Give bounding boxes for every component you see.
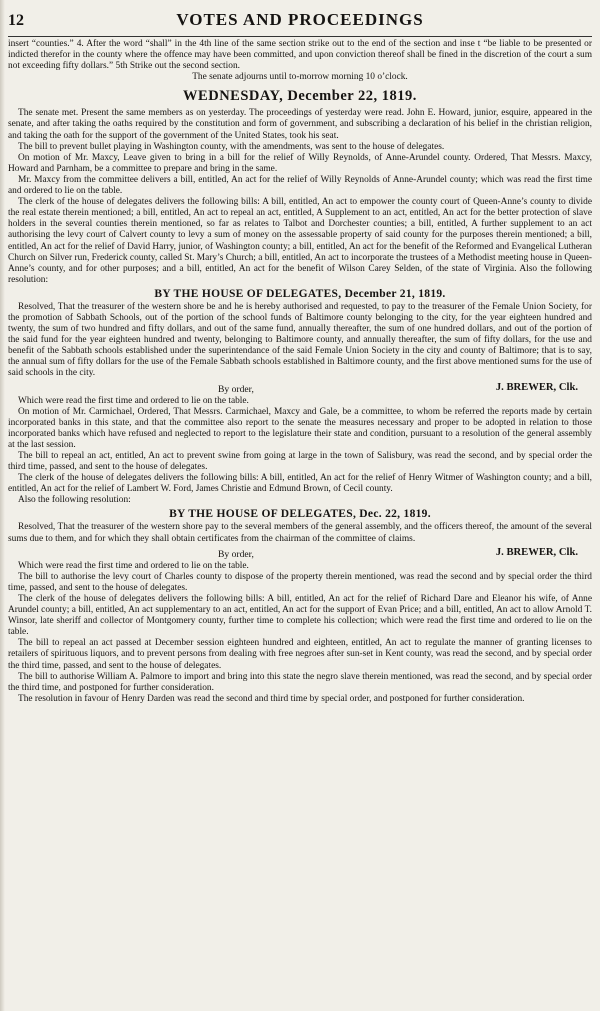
- signature-block: [8, 547, 592, 560]
- date-heading: WEDNESDAY, December 22, 1819.: [183, 88, 417, 105]
- proceeding-paragraph: The bill to authorise the levy court of Charles county to dispose of the property therein mentioned, was read the second and by special order the third time, passed, and sent to the house of delegates.: [8, 571, 592, 593]
- resolution-text: Resolved, That the treasurer of the western shore be and he is hereby authorised and requested, to pay to the treasurer of the Female Union Society, for the promotion of Sabbath Schools, out of the portion of the school funds of Baltimore county belonging to the city, for the year eighteen hundred and twenty, the sum of two hundred and fifty dollars, and out of the same fund, annually thereafter, the sum of one hundred dollars, and out of the portion of the said fund for the year eighteen hundred and twenty, belonging to Baltimore county, and annually thereafter, the sum of fifty dollars, for the use and benefit of the Sabbath schools established under the superintendance of the said Female Union Society in the city and county of Baltimore; that is to say, the annual sum of fifty dollars for the use of the Female Sabbath schools established in Baltimore county, and the first above mentioned sums for the use of said schools in the city.: [8, 301, 592, 379]
- resolution-heading: BY THE HOUSE OF DELEGATES, Dec. 22, 1819.: [169, 508, 431, 521]
- running-head: VOTES AND PROCEEDINGS: [176, 10, 424, 29]
- proceeding-paragraph: The clerk of the house of delegates delivers the following bills: A bill, entitled, An act for the relief of Richard Dare and Eleanor his wife, of Anne Arundel county; a bill, entitled, An act supplementary to an act, entitled, An act for the support of Evan Price; and a bill, entitled, An act to allow Arnold T. Winsor, late sheriff and collector of Montgomery county, further time to complete his collection; which were read the first time and ordered to lie on the table.: [8, 593, 592, 638]
- page-body: [8, 39, 592, 705]
- proceeding-paragraph: Which were read the first time and ordered to lie on the table.: [18, 560, 249, 571]
- page-number: 12: [8, 12, 24, 29]
- clerk-signature: J. BREWER, Clk.: [495, 546, 578, 558]
- clerk-signature: J. BREWER, Clk.: [495, 381, 578, 393]
- page-header: [8, 6, 592, 37]
- by-order-label: By order,: [218, 383, 254, 395]
- session-paragraph: On motion of Mr. Maxcy, Leave given to bring in a bill for the relief of Willy Reynolds, of Anne-Arundel county. Ordered, That Messrs. Maxcy, Howard and Parnham, be a committee to prepare and bring in the same.: [8, 152, 592, 174]
- adjournment-line: The senate adjourns until to-morrow morning 10 o’clock.: [192, 72, 408, 83]
- intro-paragraph: insert “counties.” 4. After the word “shall” in the 4th line of the same section strike out to the end of the section and inse t “be liable to be presented or indicted therefor in the county where the offence may have been committed, and upon conviction thereof shall be fined in the discretion of the court a sum not exceeding fifty dollars.” 5th Strike out the second section.: [8, 39, 592, 72]
- session-paragraph: Mr. Maxcy from the committee delivers a bill, entitled, An act for the relief of Willy Reynolds of Anne-Arundel county; which was read the first time and ordered to lie on the table.: [8, 174, 592, 197]
- proceeding-paragraph: The bill to repeal an act passed at December session eighteen hundred and eighteen, entitled, An act to regulate the manner of granting licenses to retailers of spirituous liquors, and to prevent persons from dealing with free negroes after sun-set in Kent county, was read the second, and by special order the third time, passed, and sent to the house of delegates.: [8, 638, 592, 671]
- by-order-label: By order,: [218, 548, 254, 560]
- session-paragraph: The clerk of the house of delegates delivers the following bills: A bill, entitled, An act to empower the county court of Queen-Anne’s county to divide the real estate therein mentioned; a bill, entitled, An act to repeal an act, entitled, A Supplement to an act, entitled, An act for the better protection of slave holders in the several counties therein mentioned, so far as relates to Talbot and Dorchester counties; a bill, entitled, A further supplement to an act authorising the levy court of Calvert county to levy a sum of money on the assessable property of said county for the purposes therein mentioned; a bill, entitled, An act for the relief of David Harry, junior, of Washington county; a bill, entitled, An act for the benefit of the Reformed and Evangelical Lutheran Church on Silver run, Frederick county, called St. Mary’s Church; a bill, entitled, An act to incorporate the trustees of a Methodist meeting house in Queen-Anne’s county, and for other purposes; and a bill, entitled, An act for the benefit of Wilson Carey Selden, of the state of Virginia. Also the following resolution:: [8, 197, 592, 285]
- signature-block: [8, 382, 592, 395]
- proceeding-paragraph: Also the following resolution:: [18, 495, 131, 506]
- proceeding-paragraph: On motion of Mr. Carmichael, Ordered, That Messrs. Carmichael, Maxcy and Gale, be a committee, to whom be referred the reports made by certain incorporated banks in this state, and that the committee also report to the senate the measures necessary and proper to be adopted in relation to those incorporated banks which have refused and neglected to report to the legislature their state and condition, pursuant to a resolution of the general assembly at the last session.: [8, 406, 592, 450]
- proceeding-paragraph: The bill to repeal an act, entitled, An act to prevent swine from going at large in the town of Salisbury, was read the second, and by special order the third time, passed, and sent to the house of delegates.: [8, 451, 592, 473]
- resolution-heading: BY THE HOUSE OF DELEGATES, December 21, 1819.: [154, 287, 446, 300]
- proceeding-paragraph: Which were read the first time and ordered to lie on the table.: [18, 395, 249, 406]
- session-paragraph: The senate met. Present the same members as on yesterday. The proceedings of yesterday were read. John E. Howard, junior, esquire, appeared in the senate, and after taking the oaths required by the constitution and form of government, and subscribing a declaration of his belief in the christian religion, and taking the oath for the support of the government of the United States, took his seat.: [8, 108, 592, 141]
- resolution-text: Resolved, That the treasurer of the western shore pay to the several members of the general assembly, and the officers thereof, the amount of the several sums due to them, and for which they shall obtain certificates from the chairman of the committee of claims.: [8, 522, 592, 544]
- proceeding-paragraph: The clerk of the house of delegates delivers the following bills: A bill, entitled, An act for the relief of Henry Witmer of Washington county; and a bill, entitled, An act for the relief of Lambert W. Ford, James Christie and Edmund Brown, of Cecil county.: [8, 473, 592, 495]
- session-paragraph: The bill to prevent bullet playing in Washington county, with the amendments, was sent to the house of delegates.: [18, 141, 445, 152]
- proceeding-paragraph: The resolution in favour of Henry Darden was read the second and third time by special order, and postponed for further consideration.: [18, 693, 525, 704]
- proceeding-paragraph: The bill to authorise William A. Palmore to import and bring into this state the negro slave therein mentioned, was read the second, and by special order the third time, and postponed for further consideration.: [8, 671, 592, 693]
- page-spine-shadow: [0, 0, 5, 1011]
